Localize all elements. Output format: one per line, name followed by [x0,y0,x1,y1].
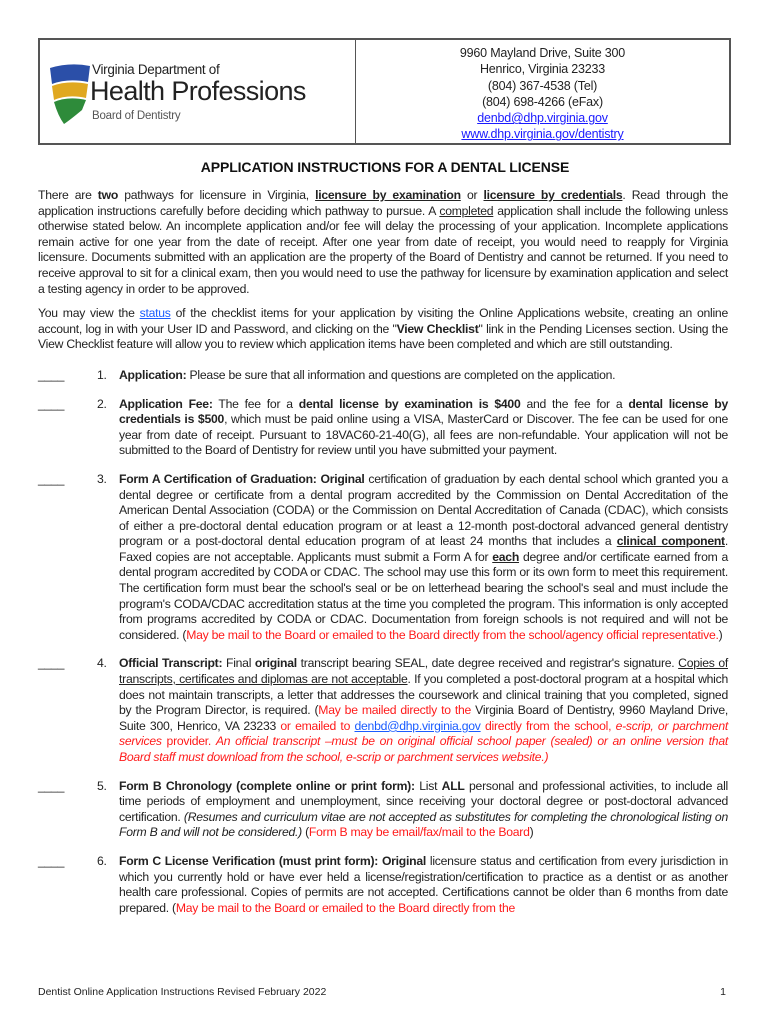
checklist-item [38,854,728,916]
text-run: two [97,188,119,202]
checkbox-blank-line[interactable]: ____ [38,656,65,671]
text-run: Copies of transcripts, certificates and diplomas are not acceptable [119,656,728,687]
text-run: Official Transcript: [119,656,223,671]
item-text [119,397,728,459]
status-paragraph [38,306,728,353]
text-run: each [492,549,520,564]
text-run: (Resumes and curriculum vitae are not accepted as substitutes for completing the chronological listing on Form B and will not be considered.) [119,809,728,840]
text-run: original [254,656,297,671]
phone-efax: (804) 698-4266 (eFax) [482,94,603,109]
phone-tel: (804) 367-4538 (Tel) [487,78,598,93]
text-run: personal and professional activities, to include all time periods of employment and unemployment, since receiving your doctoral degree or post-doctoral advanced certification. [119,778,728,824]
logo-line-3: Board of Dentistry [92,110,181,122]
text-run: May be mail to the Board or emailed to the Board directly from the [175,900,516,915]
item-text [119,779,728,841]
text-run: View Checklist [396,321,479,336]
text-run: Form B may be email/fax/mail to the Board [308,825,530,840]
item-number-text: 2. [97,396,107,411]
text-run: Form C License Verification (must print form): [119,853,379,868]
item-text [119,368,728,384]
intro-paragraph [38,188,728,297]
text-run: transcript bearing SEAL, date degree received and registrar's signature. [296,656,679,671]
item-text [119,656,728,765]
text-run: certification of graduation by each dental school which granted you a dental degree or certificate from a dental program accredited by the Commission on Dental Accreditation of the American Dental Association (CODA) or the Commission on Dental Accreditation of Canada (CDAC), which consists of either a pre-doctoral dental education program or at least a 12-month post-doctoral advanced general dentistry program or a post-doctoral dental education program of at least 24 months that includes a [119,471,729,549]
text-run: degree and/or certificate earned from a dental program accredited by CODA or CDAC. The school may use this form or its own form to meet this requirement. The certification form must bear the school's seal or be on letterhead bearing the school's seal and must include the program's CODA/CDAC accreditation status at the time you completed the program. This information is only accepted from programs accredited by CODA or CDAC. Documentation from foreign schools is not required and will not be considered. ( [119,549,728,642]
text-run: Form B Chronology (complete online or print form): [119,778,415,793]
text-run: Original [381,853,426,868]
item-text [119,472,728,644]
page-number: 1 [720,986,726,998]
text-run: dental license by examination is $400 [298,396,521,411]
letterhead [38,38,731,145]
email-link[interactable]: denbd@dhp.virginia.gov [477,111,608,126]
text-run: licensure status and certification from every jurisdiction in which you currently hold or have ever held a license/registration/certification to practice as a dentist or as another health care professional. Copies of permits are not accepted. Certifications cannot be older than 6 months from date prepared. ( [119,853,728,915]
item-number [83,656,119,765]
text-run: Application: [119,367,187,382]
text-run: May be mail to the Board or emailed to the Board directly from the school/agency official representative. [186,627,719,642]
text-run: or emailed to [280,718,355,733]
item-number-text: 6. [97,853,107,868]
text-run: and the fee for a [520,396,629,411]
text-run: The fee for a [212,396,299,411]
website-link[interactable]: www.dhp.virginia.gov/dentistry [461,127,624,142]
checklist-item [38,472,728,644]
text-run: directly from the school, [480,718,616,733]
text-run: Original [320,471,365,486]
text-run: You may view the [38,306,140,321]
text-run: ) [529,825,534,840]
text-run: Virginia Board of Dentistry, 9960 Mayland Drive, Suite 300, Henrico, VA 23233 [119,703,728,733]
item-number [83,472,119,644]
document-body [38,188,728,929]
text-run: licensure by examination [315,188,461,202]
text-run: ( [301,825,309,840]
text-run: May be mailed directly to the [318,703,472,718]
text-run: licensure by credentials [483,188,623,202]
item-number [83,854,119,916]
inline-link[interactable]: denbd@dhp.virginia.gov [354,718,481,733]
item-number [83,397,119,459]
text-run: An official transcript –must be on original official school paper (sealed) or an online version that Board staff must download from the school, e-scrip or parchment services website.) [119,734,728,764]
text-run: provider. [161,734,216,749]
text-run: . If you completed a post-doctoral program at a hospital which does not maintain transcripts, a letter that addresses the coursework and clinical training that you completed, signed by the Program Director, is required. ( [119,672,729,718]
checklist-item [38,397,728,459]
item-text [119,854,728,916]
text-run: ) [718,627,723,642]
footer-revision: Dentist Online Application Instructions Revised February 2022 [38,986,327,998]
text-run: List [414,778,442,793]
page-title: APPLICATION INSTRUCTIONS FOR A DENTAL LICENSE [200,159,570,175]
logo-line-2: Health Professions [90,76,306,106]
text-run: , which must be paid online using a VISA, MasterCard or Discover. The fee can be used for one year from date of receipt. Pursuant to 18VAC60-21-40(G), all fees are non-refundable. Your application will not be submitted to the Board of Dentistry for review until you have submitted your payment. [119,412,729,458]
text-run: of the checklist items for your application by visiting the Online Applications website, creating an online account, log in with your User ID and Password, and clicking on the " [38,306,728,336]
text-run: Application Fee: [119,396,213,411]
item-number-text: 3. [97,471,107,486]
checklist-item [38,368,728,384]
item-number-text: 4. [97,656,107,671]
text-run: There are [38,188,98,202]
checklist-item [38,656,728,765]
contact-block [356,40,729,143]
checkbox-blank-line[interactable]: ____ [38,853,65,868]
text-run: Final [222,656,255,671]
checklist [38,368,728,916]
text-run: . Faxed copies are not acceptable. Applicants must submit a Form A for [119,534,728,564]
text-run: pathways for licensure in Virginia, [118,188,316,202]
checkbox-blank-line[interactable]: ____ [38,396,65,411]
text-run: " link in the Pending Licenses section. Using the View Checklist feature will allow you to review which application items have been completed and which are still outstanding. [38,321,728,352]
text-run: dental license by credentials is $500 [119,396,728,427]
text-run: clinical component [616,534,725,549]
text-run: completed [439,203,494,218]
logo-block [40,40,356,143]
text-run: Please be sure that all information and questions are completed on the application. [186,367,616,382]
item-number-text: 5. [97,778,107,793]
checkbox-blank-line[interactable]: ____ [38,471,65,486]
text-run: ALL [441,778,465,793]
page-footer [38,986,726,998]
item-number-text: 1. [97,367,107,382]
logo-line-1: Virginia Department of [92,62,220,77]
text-run: or [460,188,484,202]
item-number [83,368,119,384]
inline-link[interactable]: status [139,306,171,321]
address-line-2: Henrico, Virginia 23233 [479,62,606,77]
address-line-1: 9960 Mayland Drive, Suite 300 [459,46,626,60]
text-run: e-scrip, or parchment services [119,718,728,749]
checklist-item [38,779,728,841]
text-run: Form A Certification of Graduation: [119,471,317,486]
dhp-logo-icon [48,64,92,126]
checkbox-blank-line[interactable]: ____ [38,778,65,793]
text-run: application shall include the following unless otherwise stated below. An incomplete application and/or fee will delay the processing of your application. Incomplete applications remain active for one year from the date of receipt. After one year from date of receipt, you would need to reapply for Virginia licensure. Documents submitted with an application are the property of the Board of Dentistry and cannot be returned. If you need to receive approval to sit for a clinical exam, then you would need to use the pathway for licensure by examination application and select a testing agency in order to be approved. [38,203,728,296]
text-run: . Read through the application instructions carefully before deciding which pathway to pursue. A [38,188,728,218]
item-number [83,779,119,841]
checkbox-blank-line[interactable]: ____ [38,367,65,382]
